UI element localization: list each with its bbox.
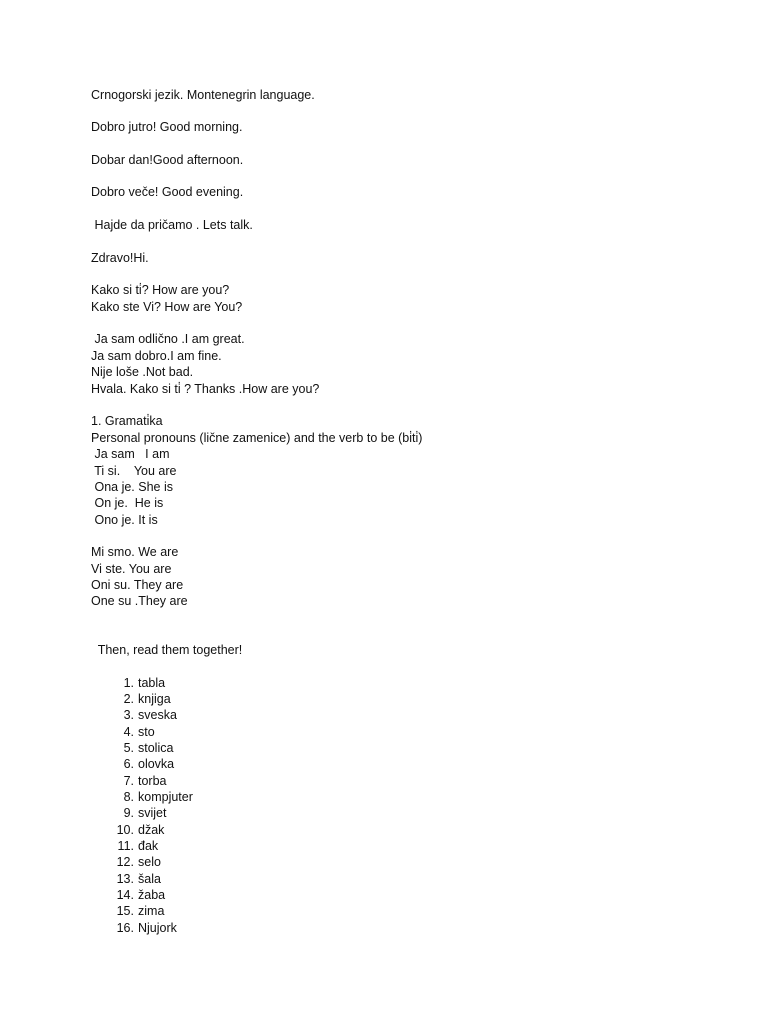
vocabulary-word: stolica — [138, 741, 174, 755]
greeting-line: Zdravo!Hi. — [91, 251, 149, 265]
vocabulary-word: sveska — [138, 708, 177, 722]
vocabulary-word: žaba — [138, 888, 166, 902]
list-number: 9. — [123, 806, 134, 820]
list-number: 7. — [123, 774, 134, 788]
answer-line: Ja sam odlično .I am great. — [91, 332, 245, 346]
list-number: 12. — [116, 855, 134, 869]
vocabulary-word: sto — [138, 725, 155, 739]
document-title: Crnogorski jezik. Montenegrin language. — [91, 88, 315, 102]
pronoun-line: Vi ste. You are — [91, 562, 172, 576]
vocabulary-word: olovka — [138, 757, 175, 771]
greeting-line: Dobro veče! Good evening. — [91, 185, 244, 199]
list-number: 13. — [116, 872, 134, 886]
vocabulary-word: selo — [138, 855, 161, 869]
pronoun-line: Ja sam I am — [91, 447, 170, 461]
pronoun-line: Oni su. They are — [91, 578, 184, 592]
pronoun-line: Ono je. It is — [91, 513, 158, 527]
list-number: 3. — [123, 708, 134, 722]
grammar-heading: 1. Gramati̇ka — [91, 414, 163, 428]
list-number: 5. — [123, 741, 134, 755]
vocabulary-word: tabla — [138, 676, 166, 690]
answer-line: Hvala. Kako si ti̇ ? Thanks .How are you? — [91, 382, 320, 396]
pronoun-line: On je. He is — [91, 496, 164, 510]
greeting-line: Dobar dan!Good afternoon. — [91, 153, 244, 167]
list-number: 4. — [123, 725, 134, 739]
vocabulary-word: kompjuter — [138, 790, 193, 804]
list-number: 2. — [123, 692, 134, 706]
vocabulary-word: Njujork — [138, 921, 177, 935]
read-instruction: Then, read them together! — [91, 643, 243, 657]
vocabulary-word: zima — [138, 904, 165, 918]
pronoun-line: Mi smo. We are — [91, 545, 179, 559]
greeting-line: Hajde da pričamo . Lets talk. — [91, 218, 253, 232]
vocabulary-word: džak — [138, 823, 165, 837]
question-line: Kako ste Vi? How are You? — [91, 300, 243, 314]
pronoun-line: One su .They are — [91, 594, 188, 608]
list-number: 8. — [123, 790, 134, 804]
list-number: 11. — [117, 839, 134, 853]
vocabulary-word: đak — [138, 839, 159, 853]
list-number: 10. — [116, 823, 134, 837]
list-number: 14. — [116, 888, 134, 902]
pronoun-line: Ona je. She is — [91, 480, 173, 494]
pronoun-line: Ti si. You are — [91, 464, 177, 478]
grammar-intro: Personal pronouns (lične zamenice) and the verb to be (bi̇ti̇) — [91, 431, 423, 445]
vocabulary-word: knjiga — [138, 692, 171, 706]
vocabulary-word: torba — [138, 774, 167, 788]
answer-line: Ja sam dobro.I am fine. — [91, 349, 222, 363]
list-number: 16. — [116, 921, 134, 935]
list-number: 6. — [123, 757, 134, 771]
question-line: Kako si ti̇? How are you? — [91, 283, 230, 297]
greeting-line: Dobro jutro! Good morning. — [91, 120, 243, 134]
answer-line: Nije loše .Not bad. — [91, 365, 194, 379]
vocabulary-word: svijet — [138, 806, 167, 820]
list-number: 1. — [123, 676, 134, 690]
vocabulary-word: šala — [138, 872, 161, 886]
list-number: 15. — [116, 904, 134, 918]
